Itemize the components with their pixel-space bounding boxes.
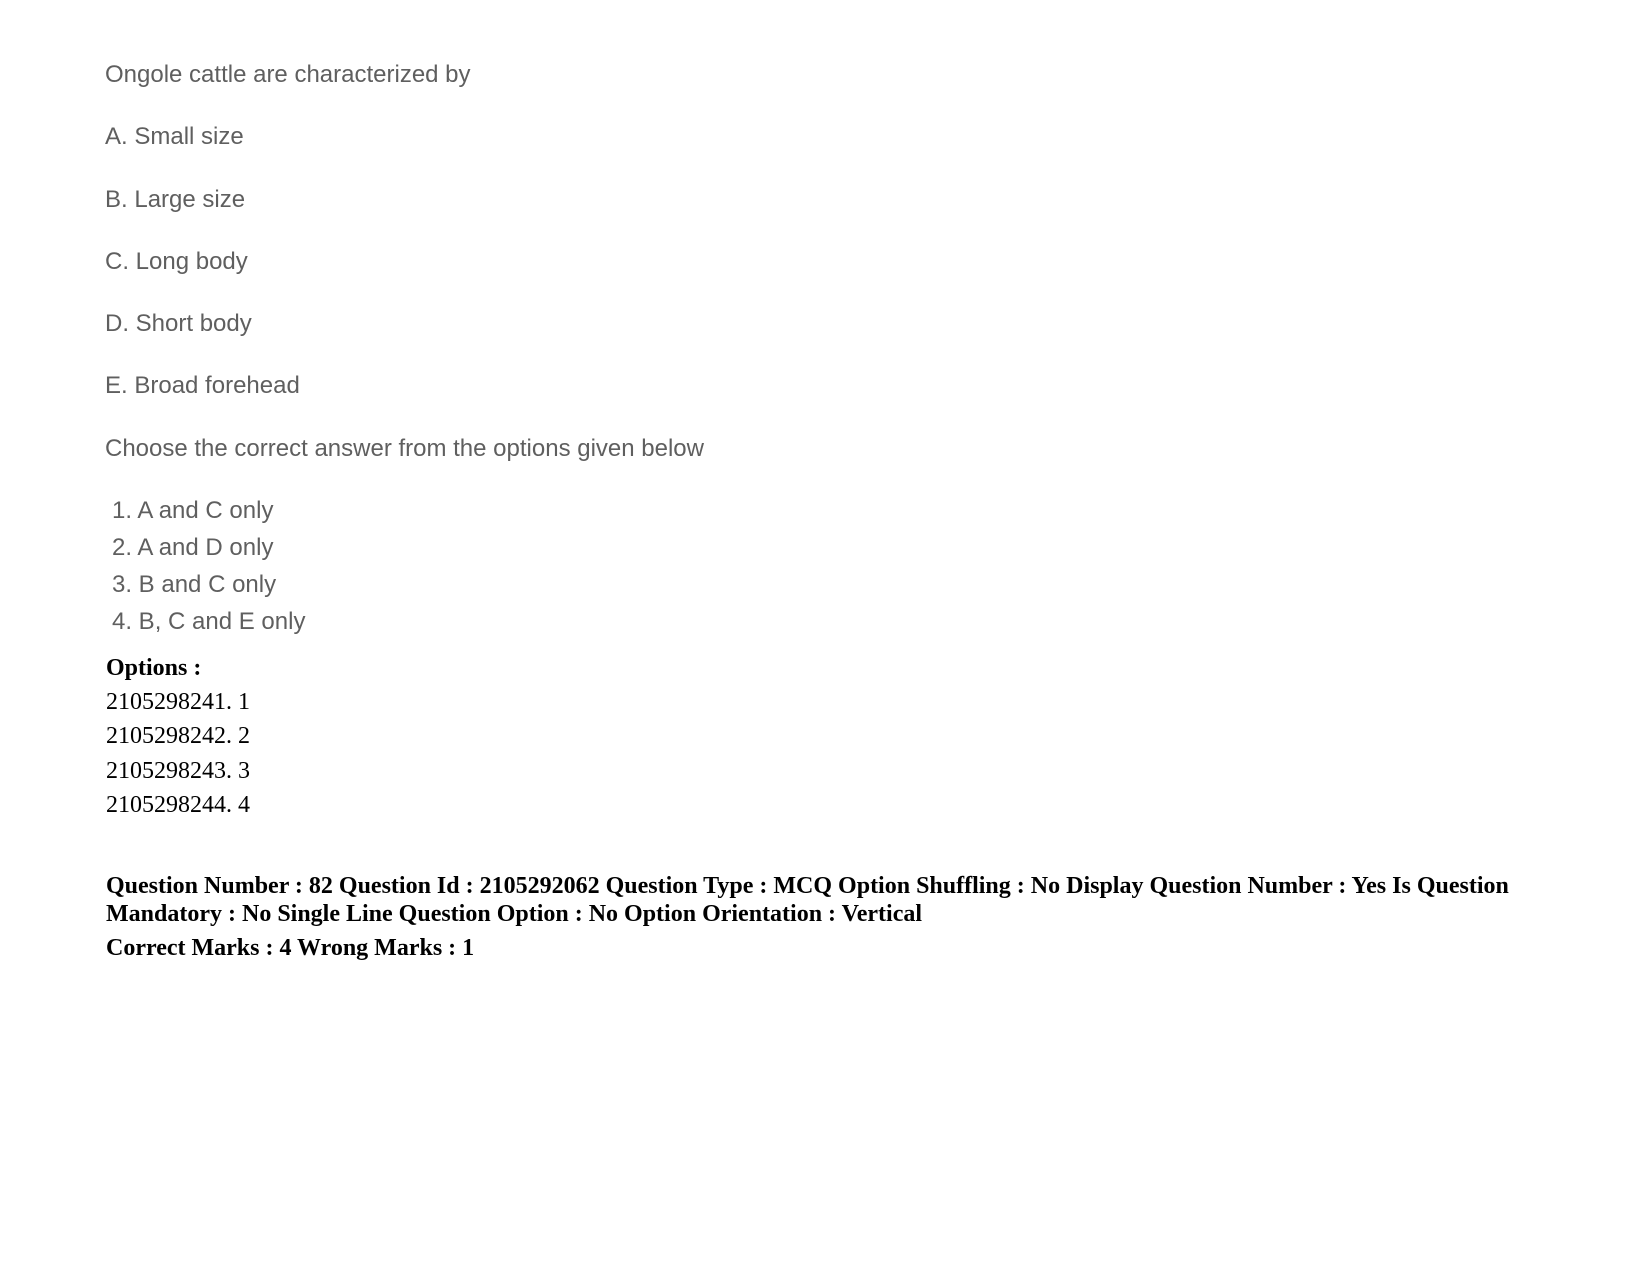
option-item: 2105298243. 3 bbox=[106, 758, 250, 784]
statement-e: E. Broad forehead bbox=[105, 372, 300, 399]
question-stem: Ongole cattle are characterized by bbox=[105, 61, 471, 88]
choice-1: 1. A and C only bbox=[112, 497, 274, 524]
option-item: 2105298241. 1 bbox=[106, 689, 250, 715]
options-heading: Options : bbox=[106, 655, 202, 681]
statement-d: D. Short body bbox=[105, 310, 252, 337]
statement-a: A. Small size bbox=[105, 123, 244, 150]
option-item: 2105298244. 4 bbox=[106, 792, 250, 818]
question-meta: Question Number : 82 Question Id : 2105292062 Question Type : MCQ Option Shuffling : No Display Question Number : Yes Is Question Mandatory : No Single Line Question Option : No Option Orientation : Vertical bbox=[106, 873, 1509, 927]
instruction-text: Choose the correct answer from the options given below bbox=[105, 435, 704, 462]
choice-4: 4. B, C and E only bbox=[112, 608, 306, 635]
choice-2: 2. A and D only bbox=[112, 534, 274, 561]
choice-3: 3. B and C only bbox=[112, 571, 277, 598]
statement-b: B. Large size bbox=[105, 186, 246, 213]
statement-c: C. Long body bbox=[105, 248, 248, 275]
option-item: 2105298242. 2 bbox=[106, 723, 250, 749]
question-marks: Correct Marks : 4 Wrong Marks : 1 bbox=[106, 935, 475, 961]
